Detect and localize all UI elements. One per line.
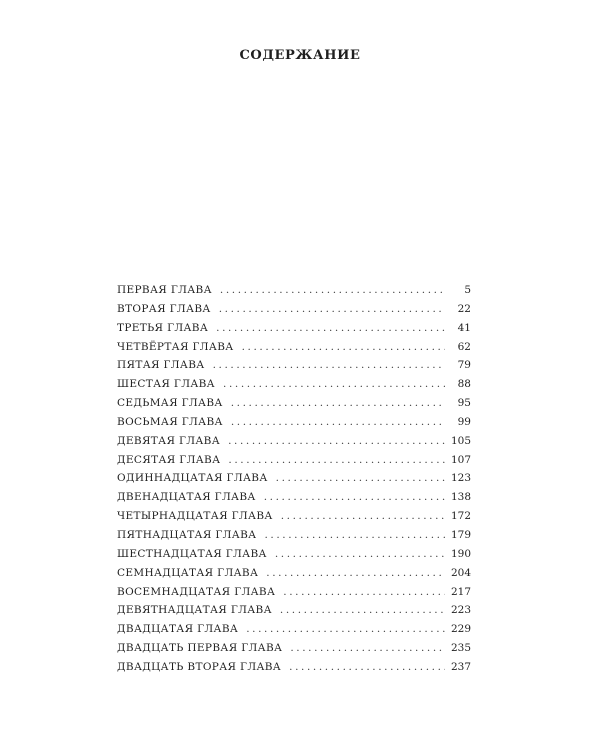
toc-entry [117,472,471,491]
toc-entry-page-number: 223 [450,604,471,617]
toc-entry-title: ШЕСТАЯ ГЛАВА [117,378,215,391]
toc-entry-title: ДВАДЦАТЬ ПЕРВАЯ ГЛАВА [117,642,283,655]
dot-leader [290,642,445,654]
toc-entry-title: ПЯТНАДЦАТАЯ ГЛАВА [117,528,257,541]
toc-entry [117,604,471,623]
toc-entry-page-number: 62 [457,340,471,353]
toc-entry-page-number: 123 [450,472,471,485]
toc-entry-title: ДВАДЦАТАЯ ГЛАВА [117,623,239,636]
toc-entry [117,416,471,435]
toc-entry-page-number: 99 [457,415,471,428]
dot-leader [231,416,445,428]
dot-leader [220,284,445,296]
toc-entry [117,454,471,473]
toc-entry-page-number: 229 [450,623,471,636]
toc-entry [117,378,471,397]
dot-leader [264,529,445,541]
toc-entry-title: ОДИННАДЦАТАЯ ГЛАВА [117,472,268,485]
toc-entry [117,303,471,322]
toc-entry [117,284,471,303]
toc-entry-title: ВТОРАЯ ГЛАВА [117,302,211,315]
dot-leader [213,359,445,371]
toc-entry [117,661,471,680]
dot-leader [283,586,445,598]
toc-entry [117,567,471,586]
toc-entry-title: ДЕСЯТАЯ ГЛАВА [117,453,221,466]
toc-entry [117,359,471,378]
toc-entry-title: ШЕСТНАДЦАТАЯ ГЛАВА [117,547,267,560]
toc-entry-title: СЕДЬМАЯ ГЛАВА [117,397,223,410]
toc-entry [117,322,471,341]
dot-leader [216,322,445,334]
dot-leader [276,472,445,484]
toc-entry-title: ПЕРВАЯ ГЛАВА [117,284,212,296]
dot-leader [228,454,445,466]
dot-leader [231,397,445,409]
toc-entry-page-number: 5 [464,284,471,296]
toc-entry-title: ВОСЬМАЯ ГЛАВА [117,415,223,428]
toc-entry [117,491,471,510]
toc-entry-page-number: 138 [450,491,471,504]
toc-entry [117,623,471,642]
dot-leader [242,341,445,353]
dot-leader [281,510,445,522]
toc-entry-page-number: 105 [450,434,471,447]
dot-leader [275,548,445,560]
toc-entry-page-number: 79 [457,359,471,372]
dot-leader [223,378,445,390]
toc-entry-page-number: 235 [450,642,471,655]
toc-entry-title: ЧЕТЫРНАДЦАТАЯ ГЛАВА [117,510,273,523]
toc-entry-title: ДЕВЯТНАДЦАТАЯ ГЛАВА [117,604,272,617]
toc-entry [117,529,471,548]
toc-entry [117,586,471,605]
toc-entry-page-number: 190 [450,547,471,560]
dot-leader [289,661,445,673]
toc-entry-title: СЕМНАДЦАТАЯ ГЛАВА [117,566,259,579]
toc-entry-page-number: 88 [457,378,471,391]
toc-entry [117,341,471,360]
toc-entry-page-number: 95 [457,397,471,410]
dot-leader [228,435,445,447]
toc-entry-page-number: 179 [450,528,471,541]
toc-entry-title: ПЯТАЯ ГЛАВА [117,359,205,372]
toc-entry [117,642,471,661]
toc-entry-page-number: 22 [457,302,471,315]
toc-entry [117,397,471,416]
toc-entry-title: ЧЕТВЁРТАЯ ГЛАВА [117,340,234,353]
table-of-contents [117,284,471,680]
toc-entry [117,510,471,529]
page-title: СОДЕРЖАНИЕ [239,48,361,63]
dot-leader [264,491,445,503]
dot-leader [266,567,445,579]
dot-leader [246,623,445,635]
toc-entry [117,435,471,454]
dot-leader [280,604,445,616]
toc-entry-title: ДВЕНАДЦАТАЯ ГЛАВА [117,491,256,504]
toc-entry-page-number: 217 [450,585,471,598]
dot-leader [219,303,445,315]
toc-entry-title: ДЕВЯТАЯ ГЛАВА [117,434,221,447]
toc-entry-title: ДВАДЦАТЬ ВТОРАЯ ГЛАВА [117,660,282,673]
toc-entry-page-number: 41 [457,321,471,334]
toc-entry-title: ТРЕТЬЯ ГЛАВА [117,321,209,334]
toc-entry-page-number: 204 [450,566,471,579]
toc-entry [117,548,471,567]
toc-entry-page-number: 107 [450,453,471,466]
toc-entry-page-number: 172 [450,510,471,523]
toc-entry-title: ВОСЕМНАДЦАТАЯ ГЛАВА [117,585,276,598]
toc-entry-page-number: 237 [450,660,471,673]
